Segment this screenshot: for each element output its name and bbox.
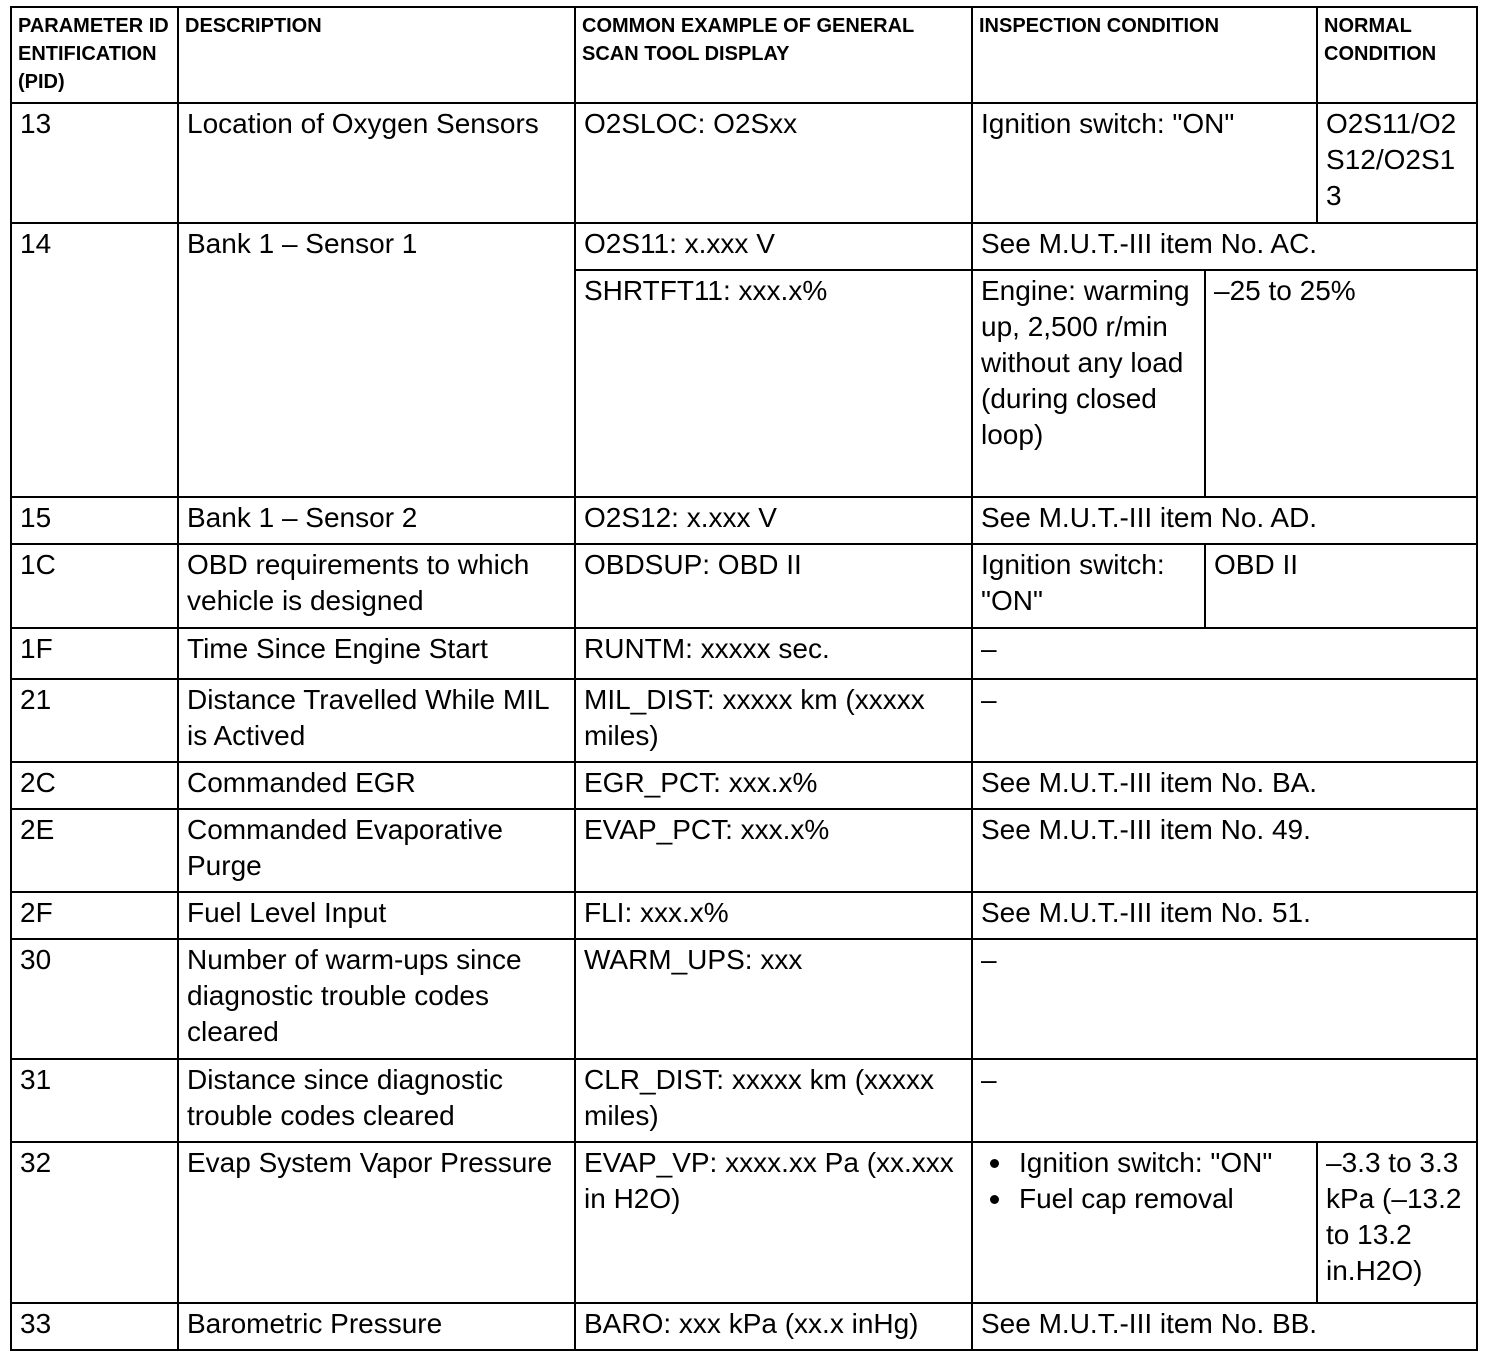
combined-cell: – [972,628,1477,679]
description-cell: Commanded EGR [178,762,575,809]
list-item: Ignition switch: "ON" [981,1145,1308,1181]
description-cell: Time Since Engine Start [178,628,575,679]
combined-cell: See M.U.T.-III item No. BB. [972,1303,1477,1350]
table-row [11,628,1477,679]
inspection-cell [972,1142,1317,1303]
display-cell: O2S12: x.xxx V [575,497,972,544]
display-cell: CLR_DIST: xxxxx km (xxxxx miles) [575,1059,972,1142]
table-row [11,939,1477,1059]
pid-cell: 30 [11,939,178,1059]
table-row [11,497,1477,544]
combined-cell: See M.U.T.-III item No. 49. [972,809,1477,892]
description-cell: Fuel Level Input [178,892,575,939]
pid-cell: 1C [11,544,178,628]
header-inspection-condition: INSPECTION CONDITION [972,7,1317,103]
normal-cell: OBD II [1205,544,1477,628]
pid-table [10,6,1478,1351]
description-cell: OBD requirements to which vehicle is designed [178,544,575,628]
combined-cell: See M.U.T.-III item No. BA. [972,762,1477,809]
header-pid: PARAMETER IDENTIFICATION (PID) [11,7,178,103]
combined-cell: – [972,679,1477,762]
table-row [11,1059,1477,1142]
combined-cell: – [972,939,1477,1059]
display-cell: RUNTM: xxxxx sec. [575,628,972,679]
display-cell: EGR_PCT: xxx.x% [575,762,972,809]
description-cell: Distance Travelled While MIL is Actived [178,679,575,762]
display-cell: O2SLOC: O2Sxx [575,103,972,223]
combined-cell: See M.U.T.-III item No. 51. [972,892,1477,939]
table-row [11,762,1477,809]
display-cell: EVAP_VP: xxxx.xx Pa (xx.xxx in H2O) [575,1142,972,1303]
description-cell: Location of Oxygen Sensors [178,103,575,223]
table-row [11,1142,1477,1303]
pid-cell: 15 [11,497,178,544]
description-cell: Distance since diagnostic trouble codes cleared [178,1059,575,1142]
pid-cell: 2F [11,892,178,939]
pid-cell: 2E [11,809,178,892]
display-cell: BARO: xxx kPa (xx.x inHg) [575,1303,972,1350]
inspection-cell: Engine: warming up, 2,500 r/min without any load (during closed loop) [972,270,1205,497]
display-cell: MIL_DIST: xxxxx km (xxxxx miles) [575,679,972,762]
pid-cell: 2C [11,762,178,809]
display-cell: SHRTFT11: xxx.x% [575,270,972,497]
display-cell: WARM_UPS: xxx [575,939,972,1059]
pid-cell: 1F [11,628,178,679]
normal-cell: –25 to 25% [1205,270,1477,497]
list-item: Fuel cap removal [981,1181,1308,1217]
normal-cell: O2S11/O2S12/O2S13 [1317,103,1477,223]
description-cell: Commanded Evaporative Purge [178,809,575,892]
inspection-bullet-list [981,1145,1308,1217]
pid-cell: 32 [11,1142,178,1303]
inspection-cell: Ignition switch: "ON" [972,544,1205,628]
description-cell: Evap System Vapor Pressure [178,1142,575,1303]
table-row [11,1303,1477,1350]
table-row [11,679,1477,762]
description-cell: Bank 1 – Sensor 2 [178,497,575,544]
pid-cell: 33 [11,1303,178,1350]
pid-cell: 31 [11,1059,178,1142]
description-cell: Barometric Pressure [178,1303,575,1350]
combined-cell: See M.U.T.-III item No. AD. [972,497,1477,544]
table-row [11,103,1477,223]
header-scan-display: COMMON EXAMPLE OF GENERAL SCAN TOOL DISPLAY [575,7,972,103]
normal-cell: –3.3 to 3.3 kPa (–13.2 to 13.2 in.H2O) [1317,1142,1477,1303]
pid-cell: 21 [11,679,178,762]
table-row [11,892,1477,939]
table-row [11,544,1477,628]
pid-table-page [10,6,1478,1351]
display-cell: EVAP_PCT: xxx.x% [575,809,972,892]
table-row [11,223,1477,270]
inspection-cell: Ignition switch: "ON" [972,103,1317,223]
pid-cell: 14 [11,223,178,497]
description-cell: Number of warm-ups since diagnostic trouble codes cleared [178,939,575,1059]
header-normal-condition: NORMAL CONDITION [1317,7,1477,103]
combined-cell: See M.U.T.-III item No. AC. [972,223,1477,270]
display-cell: OBDSUP: OBD II [575,544,972,628]
pid-cell: 13 [11,103,178,223]
header-row [11,7,1477,103]
header-description: DESCRIPTION [178,7,575,103]
display-cell: O2S11: x.xxx V [575,223,972,270]
table-row [11,809,1477,892]
display-cell: FLI: xxx.x% [575,892,972,939]
combined-cell: – [972,1059,1477,1142]
description-cell: Bank 1 – Sensor 1 [178,223,575,497]
